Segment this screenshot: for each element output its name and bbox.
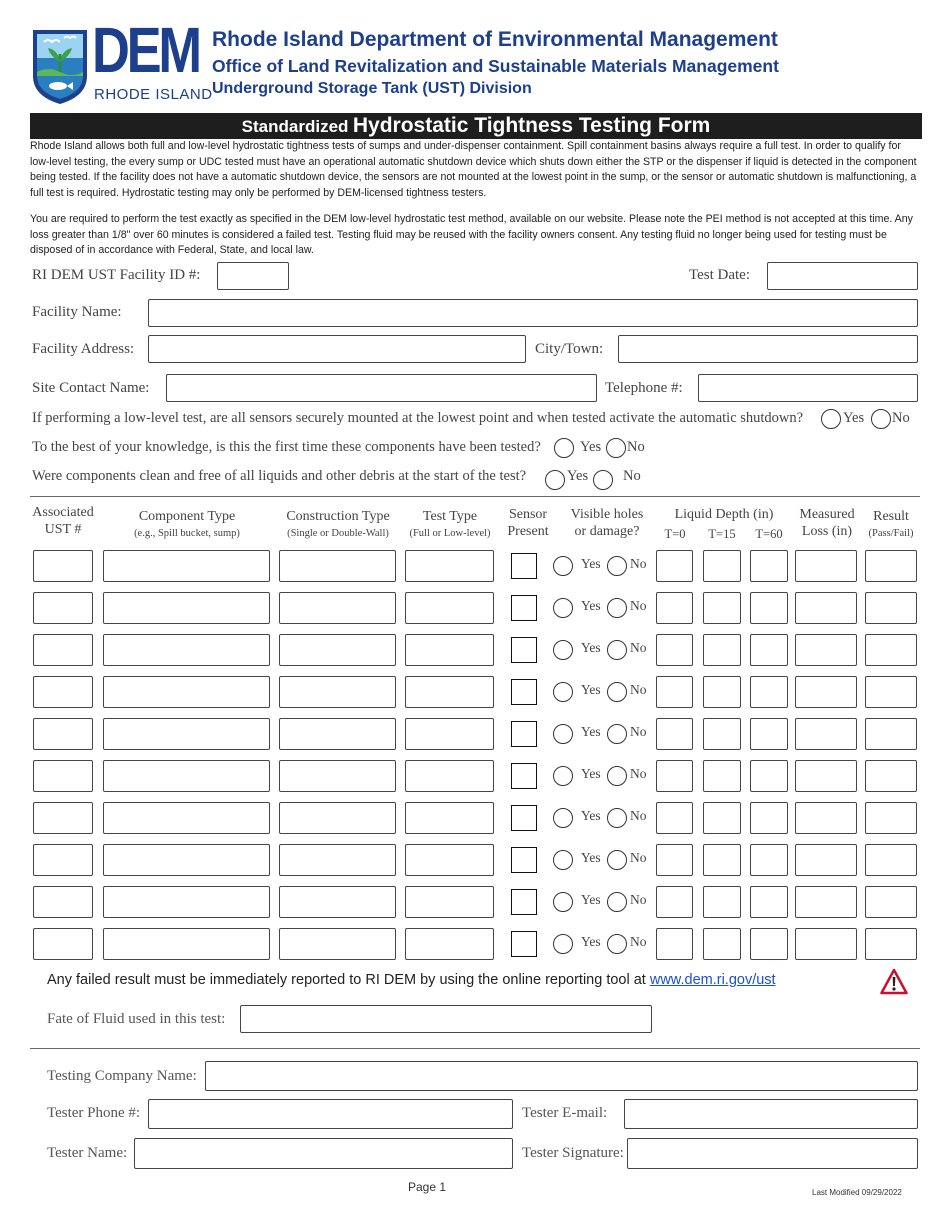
sensors-no-label: No xyxy=(892,410,910,426)
tester-name-label: Tester Name: xyxy=(47,1145,128,1161)
construction-type-cell[interactable] xyxy=(279,928,396,960)
col-header-visible xyxy=(562,506,652,540)
measured-loss-cell[interactable] xyxy=(795,886,857,918)
construction-type-cell[interactable] xyxy=(279,844,396,876)
result-cell[interactable] xyxy=(865,592,917,624)
damage-no-radio[interactable] xyxy=(607,724,627,744)
test-type-cell[interactable] xyxy=(405,928,494,960)
damage-yes-label: Yes xyxy=(581,682,601,697)
damage-no-label: No xyxy=(630,682,647,697)
construction-type-cell[interactable] xyxy=(279,592,396,624)
agency-title: Rhode Island Department of Environmental Management xyxy=(212,28,778,51)
measured-loss-cell[interactable] xyxy=(795,760,857,792)
test-type-cell[interactable] xyxy=(405,592,494,624)
first-test-no-radio[interactable] xyxy=(606,438,626,458)
col-header-t0: T=0 xyxy=(664,527,686,541)
t15-depth-cell[interactable] xyxy=(703,760,741,792)
city-label: City/Town: xyxy=(535,341,604,357)
t60-depth-cell[interactable] xyxy=(750,886,788,918)
ust-number-cell[interactable] xyxy=(33,928,93,960)
damage-yes-radio[interactable] xyxy=(553,766,573,786)
ust-number-cell[interactable] xyxy=(33,802,93,834)
t0-depth-cell[interactable] xyxy=(656,592,693,624)
t60-depth-cell[interactable] xyxy=(750,592,788,624)
result-cell[interactable] xyxy=(865,886,917,918)
component-type-cell[interactable] xyxy=(103,760,270,792)
telephone-label: Telephone #: xyxy=(605,380,683,396)
test-date-label: Test Date: xyxy=(689,267,751,283)
col-header-test-sub: (Full or Low-level) xyxy=(409,528,491,539)
component-type-cell[interactable] xyxy=(103,802,270,834)
col-header-sensor-line2: Present xyxy=(507,524,549,539)
page-number: Page 1 xyxy=(407,1180,447,1194)
sensor-present-checkbox[interactable] xyxy=(511,637,537,663)
damage-yes-radio[interactable] xyxy=(553,724,573,744)
col-header-sensor-line1: Sensor xyxy=(508,507,548,522)
t15-depth-cell[interactable] xyxy=(703,676,741,708)
construction-type-cell[interactable] xyxy=(279,718,396,750)
first-test-yes-label: Yes xyxy=(580,439,602,455)
t60-depth-cell[interactable] xyxy=(750,634,788,666)
damage-no-radio[interactable] xyxy=(607,640,627,660)
question-clean: Were components clean and free of all liquids and other debris at the start of the test? xyxy=(32,468,527,484)
question-sensors: If performing a low-level test, are all sensors securely mounted at the lowest point and when tested activate the automatic shutdown? xyxy=(32,410,804,426)
t60-depth-cell[interactable] xyxy=(750,928,788,960)
facility-id-label: RI DEM UST Facility ID #: xyxy=(32,267,201,283)
construction-type-cell[interactable] xyxy=(279,886,396,918)
col-header-test-title: Test Type xyxy=(422,509,478,524)
t15-depth-cell[interactable] xyxy=(703,592,741,624)
site-contact-label: Site Contact Name: xyxy=(32,380,150,396)
col-header-ust xyxy=(28,504,98,538)
col-header-result-sub: (Pass/Fail) xyxy=(868,528,914,539)
last-modified: Last Modified 09/29/2022 xyxy=(812,1188,902,1197)
t0-depth-cell[interactable] xyxy=(656,634,693,666)
ust-number-cell[interactable] xyxy=(33,592,93,624)
test-type-cell[interactable] xyxy=(405,676,494,708)
first-test-no-label: No xyxy=(627,439,645,455)
question-first-test: To the best of your knowledge, is this the first time these components have been tested? xyxy=(32,439,541,455)
testing-company-label: Testing Company Name: xyxy=(47,1068,197,1084)
construction-type-cell[interactable] xyxy=(279,550,396,582)
damage-yes-label: Yes xyxy=(581,556,601,571)
tester-divider xyxy=(30,1048,920,1049)
sensor-present-checkbox[interactable] xyxy=(511,595,537,621)
warning-icon xyxy=(880,968,908,996)
damage-yes-radio[interactable] xyxy=(553,850,573,870)
t0-depth-cell[interactable] xyxy=(656,802,693,834)
sensors-no-radio[interactable] xyxy=(871,409,891,429)
col-header-loss-line2: Loss (in) xyxy=(801,524,853,539)
facility-address-field[interactable] xyxy=(148,335,526,363)
damage-yes-label: Yes xyxy=(581,934,601,949)
damage-no-label: No xyxy=(630,598,647,613)
component-type-cell[interactable] xyxy=(103,928,270,960)
facility-name-label: Facility Name: xyxy=(32,304,122,320)
t60-depth-cell[interactable] xyxy=(750,676,788,708)
t60-depth-cell[interactable] xyxy=(750,718,788,750)
construction-type-cell[interactable] xyxy=(279,676,396,708)
testing-company-field[interactable] xyxy=(205,1061,918,1091)
t15-depth-cell[interactable] xyxy=(703,844,741,876)
component-type-cell[interactable] xyxy=(103,844,270,876)
damage-no-radio[interactable] xyxy=(607,850,627,870)
t0-depth-cell[interactable] xyxy=(656,886,693,918)
component-type-cell[interactable] xyxy=(103,886,270,918)
damage-no-radio[interactable] xyxy=(607,598,627,618)
city-field[interactable] xyxy=(618,335,918,363)
sensor-present-checkbox[interactable] xyxy=(511,763,537,789)
logo-state: RHODE ISLAND xyxy=(94,86,213,103)
test-type-cell[interactable] xyxy=(405,760,494,792)
section-divider xyxy=(30,496,920,497)
measured-loss-cell[interactable] xyxy=(795,844,857,876)
component-type-cell[interactable] xyxy=(103,592,270,624)
component-type-cell[interactable] xyxy=(103,550,270,582)
col-header-component-sub: (e.g., Spill bucket, sump) xyxy=(134,528,240,539)
col-header-visible-line1: Visible holes xyxy=(570,507,644,522)
form-title-prefix: Standardized xyxy=(241,117,349,136)
fluid-fate-label: Fate of Fluid used in this test: xyxy=(47,1011,226,1027)
facility-address-label: Facility Address: xyxy=(32,341,135,357)
col-header-sensor xyxy=(500,506,556,540)
construction-type-cell[interactable] xyxy=(279,634,396,666)
sensor-present-checkbox[interactable] xyxy=(511,553,537,579)
col-header-construction-title: Construction Type xyxy=(286,509,390,524)
form-title-main: Hydrostatic Tightness Testing Form xyxy=(352,114,711,137)
t60-depth-cell[interactable] xyxy=(750,844,788,876)
damage-yes-radio[interactable] xyxy=(553,682,573,702)
measured-loss-cell[interactable] xyxy=(795,718,857,750)
result-cell[interactable] xyxy=(865,634,917,666)
col-header-loss-line1: Measured xyxy=(799,507,855,522)
col-header-component xyxy=(104,508,270,542)
damage-no-radio[interactable] xyxy=(607,934,627,954)
facility-name-field[interactable] xyxy=(148,299,918,327)
tester-signature-label: Tester Signature: xyxy=(522,1145,624,1161)
measured-loss-cell[interactable] xyxy=(795,592,857,624)
construction-type-cell[interactable] xyxy=(279,760,396,792)
sensors-yes-label: Yes xyxy=(843,410,865,426)
col-header-construction-sub: (Single or Double-Wall) xyxy=(287,528,389,539)
reporting-tool-link[interactable]: www.dem.ri.gov/ust xyxy=(649,972,776,988)
t60-depth-cell[interactable] xyxy=(750,760,788,792)
component-type-cell[interactable] xyxy=(103,718,270,750)
sensor-present-checkbox[interactable] xyxy=(511,679,537,705)
sensors-yes-radio[interactable] xyxy=(821,409,841,429)
t15-depth-cell[interactable] xyxy=(703,634,741,666)
clean-yes-label: Yes xyxy=(567,468,589,484)
damage-yes-radio[interactable] xyxy=(553,934,573,954)
t15-depth-cell[interactable] xyxy=(703,928,741,960)
damage-no-label: No xyxy=(630,766,647,781)
construction-type-cell[interactable] xyxy=(279,802,396,834)
measured-loss-cell[interactable] xyxy=(795,634,857,666)
damage-no-radio[interactable] xyxy=(607,766,627,786)
damage-yes-label: Yes xyxy=(581,766,601,781)
damage-no-radio[interactable] xyxy=(607,682,627,702)
logo-acronym: DEM xyxy=(92,14,199,86)
test-date-field[interactable] xyxy=(767,262,918,290)
col-header-component-title: Component Type xyxy=(138,509,236,524)
col-header-loss xyxy=(794,506,860,540)
damage-yes-radio[interactable] xyxy=(553,556,573,576)
damage-yes-label: Yes xyxy=(581,892,601,907)
col-header-test-type xyxy=(402,508,498,542)
sensor-present-checkbox[interactable] xyxy=(511,805,537,831)
col-header-ust-line2: UST # xyxy=(44,522,82,537)
t60-depth-cell[interactable] xyxy=(750,550,788,582)
damage-no-label: No xyxy=(630,934,647,949)
damage-no-radio[interactable] xyxy=(607,808,627,828)
damage-no-label: No xyxy=(630,556,647,571)
t0-depth-cell[interactable] xyxy=(656,844,693,876)
col-header-result xyxy=(862,508,920,542)
component-type-cell[interactable] xyxy=(103,676,270,708)
t60-depth-cell[interactable] xyxy=(750,802,788,834)
damage-no-label: No xyxy=(630,808,647,823)
tester-email-label: Tester E-mail: xyxy=(522,1105,608,1121)
form-title xyxy=(30,113,922,139)
tester-email-field[interactable] xyxy=(624,1099,918,1129)
tester-phone-field[interactable] xyxy=(148,1099,513,1129)
test-type-cell[interactable] xyxy=(405,634,494,666)
col-header-t60: T=60 xyxy=(755,527,783,541)
ust-number-cell[interactable] xyxy=(33,886,93,918)
measured-loss-cell[interactable] xyxy=(795,928,857,960)
ust-number-cell[interactable] xyxy=(33,676,93,708)
damage-yes-radio[interactable] xyxy=(553,598,573,618)
col-header-visible-line2: or damage? xyxy=(574,524,640,539)
t0-depth-cell[interactable] xyxy=(656,676,693,708)
test-type-cell[interactable] xyxy=(405,886,494,918)
ust-number-cell[interactable] xyxy=(33,760,93,792)
measured-loss-cell[interactable] xyxy=(795,550,857,582)
damage-no-label: No xyxy=(630,640,647,655)
telephone-field[interactable] xyxy=(698,374,918,402)
damage-yes-radio[interactable] xyxy=(553,808,573,828)
fluid-fate-field[interactable] xyxy=(240,1005,652,1033)
sensor-present-checkbox[interactable] xyxy=(511,847,537,873)
measured-loss-cell[interactable] xyxy=(795,802,857,834)
damage-no-radio[interactable] xyxy=(607,556,627,576)
col-header-result-title: Result xyxy=(873,509,909,524)
dem-logo-emblem-icon xyxy=(30,28,90,106)
office-title: Office of Land Revitalization and Sustainable Materials Management xyxy=(212,56,779,76)
t15-depth-cell[interactable] xyxy=(703,718,741,750)
t0-depth-cell[interactable] xyxy=(656,718,693,750)
result-cell[interactable] xyxy=(865,802,917,834)
damage-yes-radio[interactable] xyxy=(553,640,573,660)
tester-name-field[interactable] xyxy=(134,1138,513,1169)
clean-yes-radio[interactable] xyxy=(545,470,565,490)
damage-yes-label: Yes xyxy=(581,724,601,739)
failure-report-note xyxy=(47,972,776,988)
damage-yes-label: Yes xyxy=(581,640,601,655)
division-title: Underground Storage Tank (UST) Division xyxy=(212,80,532,97)
sensor-present-checkbox[interactable] xyxy=(511,889,537,915)
t0-depth-cell[interactable] xyxy=(656,760,693,792)
ust-number-cell[interactable] xyxy=(33,718,93,750)
site-contact-field[interactable] xyxy=(166,374,597,402)
col-header-ust-line1: Associated xyxy=(32,505,94,520)
t15-depth-cell[interactable] xyxy=(703,802,741,834)
result-cell[interactable] xyxy=(865,550,917,582)
ust-number-cell[interactable] xyxy=(33,634,93,666)
intro-paragraph-1: Rhode Island allows both full and low-level hydrostatic tightness tests of sumps and under-dispenser containment. Spill containment basins always require a full test. In order to qualify for low-level testing, the every sump or UDC tested must have an operational automatic shutdown device which shuts down either the STP or the dispenser if liquid is detected in the component being tested. If the facility does not have a automatic shutdown device, the sensors are not mounted at the lowest point in the sump, or the sensor or automatic shutdown is malfunctioning, a full test is required. Hydrostatic testing may only be performed by DEM-licensed tightness testers. xyxy=(30,140,917,199)
clean-no-label: No xyxy=(623,468,641,484)
damage-no-label: No xyxy=(630,724,647,739)
sensor-present-checkbox[interactable] xyxy=(511,721,537,747)
t15-depth-cell[interactable] xyxy=(703,550,741,582)
tester-phone-label: Tester Phone #: xyxy=(47,1105,141,1121)
failure-report-text: Any failed result must be immediately reported to RI DEM by using the online reporting tool at xyxy=(47,972,650,988)
damage-yes-label: Yes xyxy=(581,850,601,865)
col-header-construction xyxy=(276,508,400,542)
damage-no-label: No xyxy=(630,892,647,907)
damage-yes-radio[interactable] xyxy=(553,892,573,912)
col-header-t15: T=15 xyxy=(708,527,736,541)
damage-yes-label: Yes xyxy=(581,808,601,823)
damage-no-radio[interactable] xyxy=(607,892,627,912)
result-cell[interactable] xyxy=(865,676,917,708)
sensor-present-checkbox[interactable] xyxy=(511,931,537,957)
t15-depth-cell[interactable] xyxy=(703,886,741,918)
test-type-cell[interactable] xyxy=(405,844,494,876)
col-header-depth: Liquid Depth (in) xyxy=(674,507,774,522)
result-cell[interactable] xyxy=(865,718,917,750)
tester-signature-field[interactable] xyxy=(627,1138,918,1169)
measured-loss-cell[interactable] xyxy=(795,676,857,708)
t0-depth-cell[interactable] xyxy=(656,550,693,582)
t0-depth-cell[interactable] xyxy=(656,928,693,960)
damage-no-label: No xyxy=(630,850,647,865)
result-cell[interactable] xyxy=(865,928,917,960)
result-cell[interactable] xyxy=(865,760,917,792)
ust-number-cell[interactable] xyxy=(33,550,93,582)
intro-paragraph-2: You are required to perform the test exactly as specified in the DEM low-level hydrostatic test method, available on our website. Please note the PEI method is not accepted at this time. Any loss greater than 1/8" over 60 minutes is considered a failed test. Testing fluid may be reused with the facility owners consent. Any testing fluid no longer being used for testing must be disposed of in accordance with Federal, State, and local law. xyxy=(30,213,913,256)
damage-yes-label: Yes xyxy=(581,598,601,613)
test-type-cell[interactable] xyxy=(405,802,494,834)
test-type-cell[interactable] xyxy=(405,550,494,582)
clean-no-radio[interactable] xyxy=(593,470,613,490)
first-test-yes-radio[interactable] xyxy=(554,438,574,458)
test-type-cell[interactable] xyxy=(405,718,494,750)
ust-number-cell[interactable] xyxy=(33,844,93,876)
component-type-cell[interactable] xyxy=(103,634,270,666)
result-cell[interactable] xyxy=(865,844,917,876)
facility-id-field[interactable] xyxy=(217,262,289,290)
